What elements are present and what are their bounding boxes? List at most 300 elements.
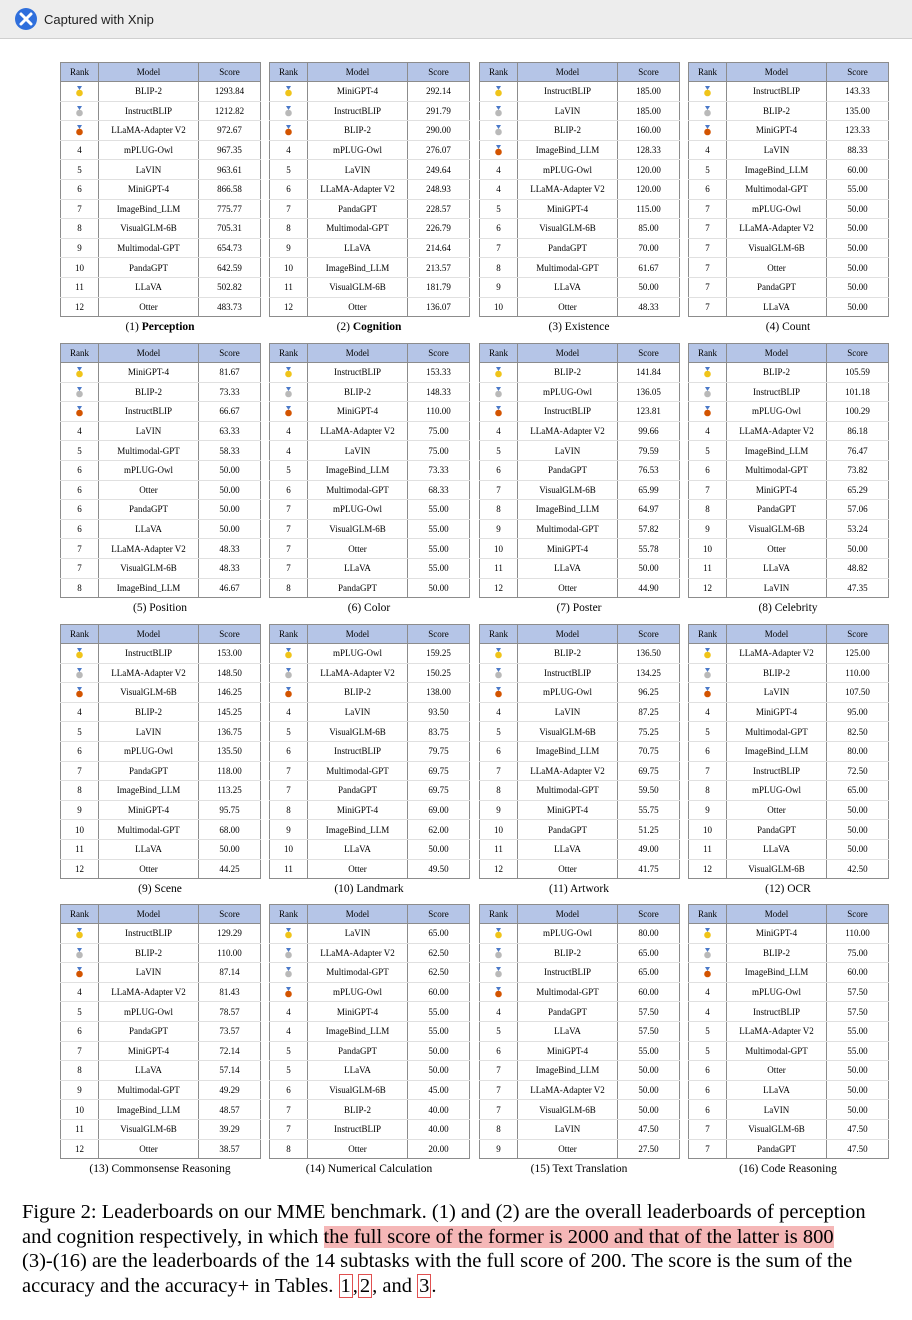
score-cell: 135.00 [827, 101, 889, 121]
table-row [689, 219, 889, 239]
rank-header: Rank [61, 344, 99, 363]
model-cell: PandaGPT [518, 820, 618, 840]
table-row [61, 238, 261, 258]
score-cell: 62.00 [408, 820, 470, 840]
table-row [270, 982, 470, 1002]
rank-cell: 9 [61, 1080, 99, 1100]
model-cell: Otter [308, 1139, 408, 1159]
table-row [270, 781, 470, 801]
table-row [270, 558, 470, 578]
model-cell: Otter [727, 1061, 827, 1081]
table-row [480, 539, 680, 559]
table-ref-link[interactable]: 2 [359, 1274, 371, 1297]
table-row [689, 761, 889, 781]
score-cell: 68.00 [199, 820, 261, 840]
model-cell: VisualGLM-6B [308, 1080, 408, 1100]
table-row [689, 363, 889, 383]
table-row [270, 1041, 470, 1061]
score-cell: 50.00 [408, 1041, 470, 1061]
table-row [480, 160, 680, 180]
table-row [689, 179, 889, 199]
rank-cell [61, 924, 99, 944]
score-cell: 87.14 [199, 963, 261, 983]
rank-cell [480, 982, 518, 1002]
score-cell: 145.25 [199, 702, 261, 722]
table-row [689, 839, 889, 859]
table-row [270, 500, 470, 520]
score-cell: 99.66 [618, 421, 680, 441]
rank-cell [480, 924, 518, 944]
score-header: Score [827, 905, 889, 924]
score-cell: 65.00 [618, 963, 680, 983]
model-cell: mPLUG-Owl [727, 982, 827, 1002]
rank-cell [61, 943, 99, 963]
bronze-medal-icon [75, 406, 84, 417]
model-cell: LLaMA-Adapter V2 [727, 219, 827, 239]
score-cell: 57.50 [618, 1002, 680, 1022]
table-row [480, 101, 680, 121]
silver-medal-icon [494, 125, 503, 136]
rank-cell: 6 [61, 179, 99, 199]
caption-name: Existence [564, 321, 610, 334]
leaderboard-table [60, 624, 261, 879]
rank-cell: 9 [689, 519, 727, 539]
gold-medal-icon [75, 928, 84, 939]
score-cell: 120.00 [618, 179, 680, 199]
score-cell: 249.64 [408, 160, 470, 180]
table-header-row [270, 905, 470, 924]
model-cell: ImageBind_LLM [727, 963, 827, 983]
score-cell: 55.00 [408, 519, 470, 539]
table-row [480, 1061, 680, 1081]
score-cell: 80.00 [618, 924, 680, 944]
table-row [689, 82, 889, 102]
table-row [270, 363, 470, 383]
score-cell: 76.53 [618, 460, 680, 480]
score-cell: 76.47 [827, 441, 889, 461]
model-cell: PandaGPT [727, 500, 827, 520]
score-cell: 136.07 [408, 297, 470, 317]
model-cell: Multimodal-GPT [518, 258, 618, 278]
score-cell: 50.00 [618, 1061, 680, 1081]
caption-line-1: Figure 2: Leaderboards on our MME benchmark. (1) and (2) are the overall leaderboards of perception [22, 1201, 866, 1223]
score-cell: 55.00 [827, 1021, 889, 1041]
score-cell: 50.00 [827, 258, 889, 278]
table-row [270, 140, 470, 160]
table-row [61, 859, 261, 879]
leaderboard-caption [269, 599, 469, 617]
score-cell: 50.00 [827, 297, 889, 317]
rank-cell: 4 [689, 1002, 727, 1022]
model-cell: VisualGLM-6B [727, 1119, 827, 1139]
score-cell: 47.50 [827, 1119, 889, 1139]
rank-cell: 7 [270, 539, 308, 559]
rank-cell: 6 [270, 179, 308, 199]
table-row [61, 258, 261, 278]
rank-cell [270, 382, 308, 402]
score-cell: 181.79 [408, 277, 470, 297]
rank-cell: 11 [270, 277, 308, 297]
rank-cell: 8 [689, 500, 727, 520]
model-cell: MiniGPT-4 [308, 800, 408, 820]
rank-cell [270, 924, 308, 944]
table-header-row [689, 344, 889, 363]
bronze-medal-icon [494, 145, 503, 156]
model-cell: BLIP-2 [727, 101, 827, 121]
table-row [270, 800, 470, 820]
model-cell: VisualGLM-6B [308, 519, 408, 539]
table-row [61, 441, 261, 461]
rank-cell: 12 [480, 859, 518, 879]
model-header: Model [518, 63, 618, 82]
silver-medal-icon [494, 668, 503, 679]
score-cell: 68.33 [408, 480, 470, 500]
rank-cell: 7 [61, 558, 99, 578]
table-header-row [480, 625, 680, 644]
rank-cell: 10 [61, 258, 99, 278]
model-cell: MiniGPT-4 [727, 121, 827, 141]
model-cell: mPLUG-Owl [308, 644, 408, 664]
rank-cell: 12 [689, 578, 727, 598]
table-row [689, 1139, 889, 1159]
score-cell: 83.75 [408, 722, 470, 742]
rank-cell [270, 663, 308, 683]
table-row [689, 1021, 889, 1041]
score-cell: 292.14 [408, 82, 470, 102]
score-cell: 705.31 [199, 219, 261, 239]
rank-header: Rank [480, 625, 518, 644]
table-row [480, 800, 680, 820]
bronze-medal-icon [494, 687, 503, 698]
caption-number: (5) [132, 602, 150, 615]
silver-medal-icon [284, 967, 293, 978]
score-cell: 44.90 [618, 578, 680, 598]
score-cell: 290.00 [408, 121, 470, 141]
model-cell: ImageBind_LLM [727, 441, 827, 461]
score-cell: 50.00 [827, 219, 889, 239]
score-cell: 1293.84 [199, 82, 261, 102]
score-cell: 70.00 [618, 238, 680, 258]
table-row [61, 160, 261, 180]
table-row [61, 741, 261, 761]
model-cell: VisualGLM-6B [99, 219, 199, 239]
rank-cell [480, 402, 518, 422]
score-cell: 50.00 [618, 1080, 680, 1100]
rank-cell: 7 [270, 1100, 308, 1120]
table-row [61, 101, 261, 121]
rank-cell: 8 [61, 1061, 99, 1081]
model-cell: BLIP-2 [518, 644, 618, 664]
table-row [480, 722, 680, 742]
leaderboard-panel [479, 343, 679, 617]
rank-cell: 6 [61, 480, 99, 500]
leaderboard-caption [688, 880, 888, 898]
table-row [61, 402, 261, 422]
score-cell: 213.57 [408, 258, 470, 278]
score-cell: 115.00 [618, 199, 680, 219]
score-cell: 65.29 [827, 480, 889, 500]
table-row [480, 1002, 680, 1022]
table-row [270, 1139, 470, 1159]
model-cell: BLIP-2 [99, 382, 199, 402]
table-row [689, 644, 889, 664]
table-row [689, 297, 889, 317]
rank-header: Rank [480, 905, 518, 924]
score-cell: 866.58 [199, 179, 261, 199]
score-cell: 64.97 [618, 500, 680, 520]
score-cell: 79.59 [618, 441, 680, 461]
score-cell: 50.00 [199, 500, 261, 520]
rank-cell: 7 [270, 558, 308, 578]
leaderboard-caption [60, 599, 260, 617]
model-cell: LLaMA-Adapter V2 [727, 644, 827, 664]
model-cell: Multimodal-GPT [518, 982, 618, 1002]
rank-cell [689, 644, 727, 664]
table-row [689, 683, 889, 703]
rank-cell [61, 382, 99, 402]
table-row [61, 722, 261, 742]
rank-header: Rank [689, 905, 727, 924]
table-row [480, 363, 680, 383]
rank-cell: 7 [480, 761, 518, 781]
table-row [480, 761, 680, 781]
rank-cell [61, 121, 99, 141]
score-cell: 113.25 [199, 781, 261, 801]
model-cell: Otter [518, 1139, 618, 1159]
rank-cell [480, 121, 518, 141]
model-cell: MiniGPT-4 [518, 199, 618, 219]
rank-cell: 6 [689, 1061, 727, 1081]
leaderboard-table [269, 62, 470, 317]
rank-cell: 6 [689, 179, 727, 199]
table-row [61, 382, 261, 402]
table-row [61, 1021, 261, 1041]
rank-cell [689, 663, 727, 683]
rank-cell: 6 [480, 460, 518, 480]
table-row [61, 297, 261, 317]
model-cell: BLIP-2 [727, 663, 827, 683]
score-cell: 967.35 [199, 140, 261, 160]
model-cell: VisualGLM-6B [518, 219, 618, 239]
score-cell: 50.00 [827, 238, 889, 258]
model-cell: VisualGLM-6B [727, 859, 827, 879]
table-row [480, 382, 680, 402]
table-row [61, 539, 261, 559]
rank-cell: 8 [270, 1139, 308, 1159]
rank-cell: 11 [689, 839, 727, 859]
leaderboard-table [479, 343, 680, 598]
score-cell: 57.50 [827, 1002, 889, 1022]
score-header: Score [199, 625, 261, 644]
model-cell: LLaMA-Adapter V2 [518, 421, 618, 441]
rank-cell: 9 [480, 800, 518, 820]
caption-number: (3) [548, 321, 565, 334]
score-cell: 248.93 [408, 179, 470, 199]
bronze-medal-icon [494, 987, 503, 998]
rank-cell: 4 [480, 160, 518, 180]
score-cell: 82.50 [827, 722, 889, 742]
model-cell: LaVIN [308, 160, 408, 180]
model-cell: mPLUG-Owl [308, 500, 408, 520]
caption-highlight: the full score of the former is 2000 and that of the latter is 800 [323, 1225, 834, 1248]
table-row [270, 1061, 470, 1081]
caption-name: Code Reasoning [761, 1163, 837, 1176]
rank-cell: 12 [61, 859, 99, 879]
score-cell: 65.00 [827, 781, 889, 801]
rank-cell: 5 [61, 160, 99, 180]
caption-name: Celebrity [774, 602, 818, 615]
model-cell: PandaGPT [308, 1041, 408, 1061]
model-cell: InstructBLIP [308, 1119, 408, 1139]
table-row [61, 982, 261, 1002]
rank-cell [61, 82, 99, 102]
rank-cell: 4 [61, 140, 99, 160]
model-cell: Otter [308, 297, 408, 317]
model-cell: LLaVA [308, 238, 408, 258]
model-cell: LaVIN [99, 160, 199, 180]
table-row [689, 1002, 889, 1022]
table-row [270, 924, 470, 944]
model-cell: VisualGLM-6B [727, 519, 827, 539]
score-cell: 123.81 [618, 402, 680, 422]
caption-number: (16) [739, 1163, 762, 1176]
score-cell: 62.50 [408, 943, 470, 963]
table-row [480, 258, 680, 278]
model-cell: InstructBLIP [99, 402, 199, 422]
model-cell: LaVIN [308, 924, 408, 944]
table-row [480, 943, 680, 963]
table-row [480, 820, 680, 840]
rank-cell: 4 [270, 441, 308, 461]
leaderboard-caption [688, 1160, 888, 1178]
table-row [270, 702, 470, 722]
rank-cell: 7 [689, 238, 727, 258]
rank-cell [61, 363, 99, 383]
model-cell: ImageBind_LLM [308, 460, 408, 480]
rank-cell: 4 [689, 140, 727, 160]
table-row [270, 199, 470, 219]
score-cell: 63.33 [199, 421, 261, 441]
score-cell: 50.00 [618, 1100, 680, 1120]
table-ref-link[interactable]: 1 [340, 1274, 351, 1297]
gold-medal-icon [284, 86, 293, 97]
score-cell: 55.00 [408, 1021, 470, 1041]
table-row [270, 121, 470, 141]
model-cell: BLIP-2 [308, 683, 408, 703]
table-row [61, 421, 261, 441]
rank-cell: 6 [61, 519, 99, 539]
score-cell: 47.50 [618, 1119, 680, 1139]
rank-cell [61, 683, 99, 703]
rank-cell: 7 [480, 1061, 518, 1081]
score-cell: 47.50 [827, 1139, 889, 1159]
table-row [61, 480, 261, 500]
table-row [480, 982, 680, 1002]
rank-cell: 10 [270, 258, 308, 278]
bronze-medal-icon [703, 125, 712, 136]
score-cell: 50.00 [827, 1100, 889, 1120]
model-cell: LLaMA-Adapter V2 [99, 121, 199, 141]
table-row [480, 781, 680, 801]
table-row [480, 663, 680, 683]
table-row [270, 460, 470, 480]
table-row [480, 277, 680, 297]
model-cell: BLIP-2 [518, 363, 618, 383]
table-header-row [61, 63, 261, 82]
rank-cell: 7 [270, 781, 308, 801]
silver-medal-icon [284, 948, 293, 959]
score-cell: 57.06 [827, 500, 889, 520]
score-cell: 69.75 [618, 761, 680, 781]
table-row [270, 277, 470, 297]
caption-name: Count [782, 321, 811, 334]
rank-cell: 8 [61, 219, 99, 239]
leaderboard-table [688, 624, 889, 879]
rank-cell: 6 [61, 1021, 99, 1041]
model-cell: Otter [99, 1139, 199, 1159]
model-cell: LaVIN [727, 683, 827, 703]
table-row [270, 1080, 470, 1100]
gold-medal-icon [75, 648, 84, 659]
table-row [270, 820, 470, 840]
table-ref-link[interactable]: 3 [419, 1274, 430, 1297]
table-header-row [480, 344, 680, 363]
table-row [61, 1080, 261, 1100]
model-cell: InstructBLIP [99, 101, 199, 121]
score-cell: 136.50 [618, 644, 680, 664]
score-header: Score [408, 905, 470, 924]
rank-header: Rank [689, 344, 727, 363]
model-header: Model [99, 625, 199, 644]
rank-header: Rank [480, 344, 518, 363]
leaderboard-panel [60, 62, 260, 336]
model-cell: Multimodal-GPT [308, 219, 408, 239]
model-cell: Multimodal-GPT [99, 1080, 199, 1100]
model-cell: Otter [727, 258, 827, 278]
caption-name: Artwork [570, 883, 609, 896]
rank-cell: 5 [61, 722, 99, 742]
leaderboard-panel [269, 624, 469, 898]
gold-medal-icon [703, 86, 712, 97]
leaderboard-panel [688, 62, 888, 336]
score-cell: 55.75 [618, 800, 680, 820]
window-title: Captured with Xnip [44, 11, 154, 27]
score-cell: 75.25 [618, 722, 680, 742]
score-cell: 95.00 [827, 702, 889, 722]
score-cell: 75.00 [408, 421, 470, 441]
rank-cell: 10 [480, 820, 518, 840]
score-cell: 73.57 [199, 1021, 261, 1041]
model-header: Model [308, 625, 408, 644]
leaderboard-caption [269, 318, 469, 336]
score-cell: 214.64 [408, 238, 470, 258]
table-row [270, 441, 470, 461]
rank-cell: 7 [61, 761, 99, 781]
model-cell: LLaMA-Adapter V2 [308, 179, 408, 199]
score-cell: 81.67 [199, 363, 261, 383]
score-cell: 642.59 [199, 258, 261, 278]
model-cell: Multimodal-GPT [518, 781, 618, 801]
score-cell: 50.00 [199, 519, 261, 539]
table-row [480, 558, 680, 578]
model-cell: mPLUG-Owl [518, 924, 618, 944]
caption-line-2: and cognition respectively, in which the full score of the former is 2000 and that of the latter is 800 [22, 1225, 834, 1248]
table-row [480, 480, 680, 500]
model-header: Model [727, 905, 827, 924]
rank-cell [270, 683, 308, 703]
score-cell: 46.67 [199, 578, 261, 598]
rank-cell: 8 [61, 781, 99, 801]
